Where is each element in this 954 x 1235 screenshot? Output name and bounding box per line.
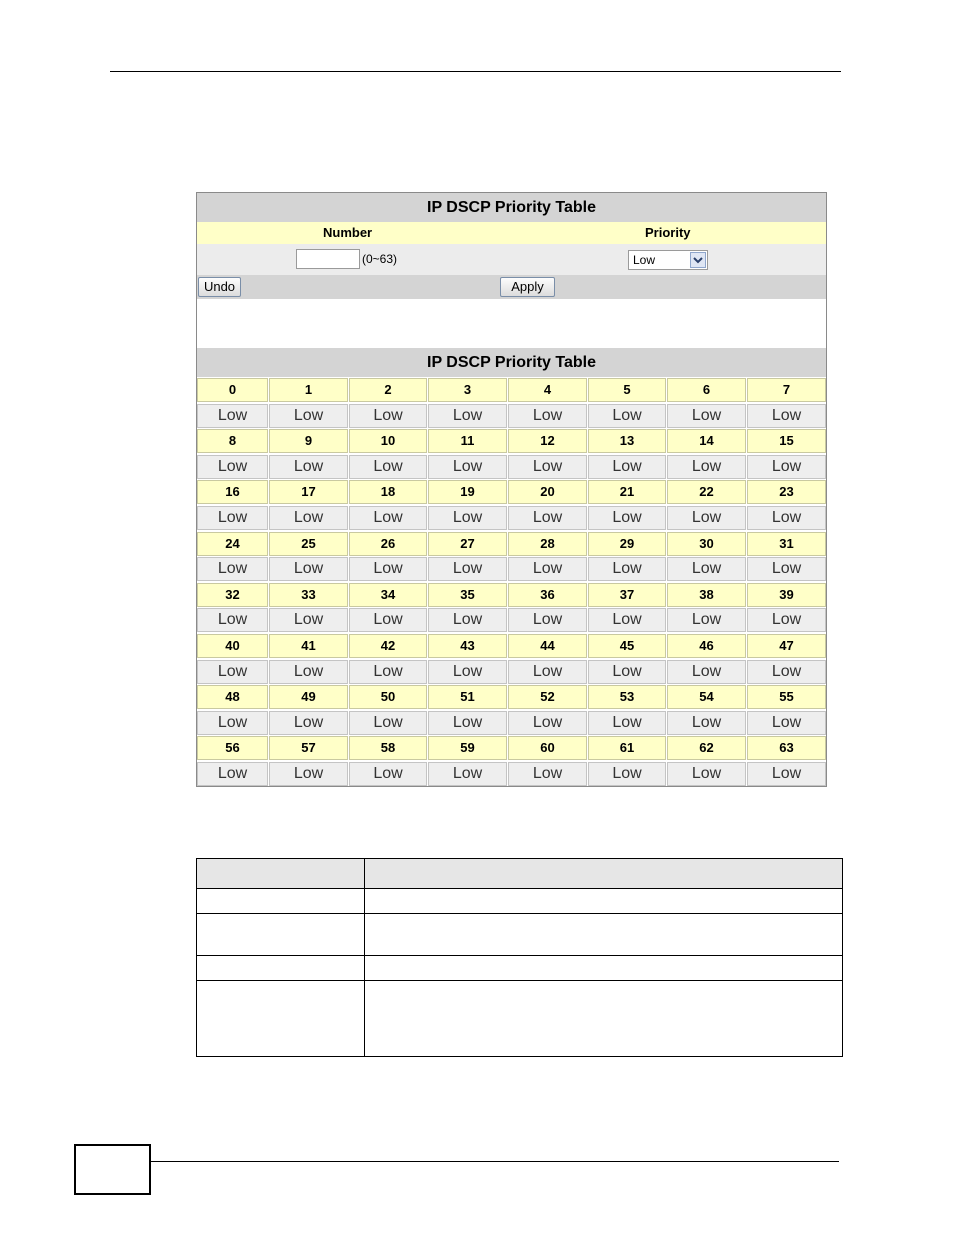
dscp-priority-cell: Low bbox=[667, 506, 746, 530]
dscp-number-cell: 45 bbox=[588, 634, 666, 658]
header-rule bbox=[110, 71, 841, 72]
dscp-priority-cell: Low bbox=[508, 762, 587, 786]
dscp-number-cell: 57 bbox=[269, 736, 348, 760]
priority-select-value: Low bbox=[633, 253, 656, 267]
dscp-number-cell: 2 bbox=[349, 378, 427, 402]
dscp-number-cell: 7 bbox=[747, 378, 826, 402]
dscp-number-cell: 43 bbox=[428, 634, 507, 658]
dscp-number-cell: 31 bbox=[747, 532, 826, 556]
dscp-priority-cell: Low bbox=[667, 404, 746, 428]
dscp-priority-cell: Low bbox=[588, 455, 666, 479]
dscp-priority-cell: Low bbox=[508, 608, 587, 632]
dscp-priority-cell: Low bbox=[667, 455, 746, 479]
dscp-priority-cell: Low bbox=[508, 455, 587, 479]
dscp-number-cell: 19 bbox=[428, 480, 507, 504]
dscp-priority-cell: Low bbox=[349, 762, 427, 786]
dscp-priority-cell: Low bbox=[269, 557, 348, 581]
dscp-number-cell: 63 bbox=[747, 736, 826, 760]
dscp-number-cell: 52 bbox=[508, 685, 587, 709]
dscp-number-cell: 48 bbox=[197, 685, 268, 709]
dscp-number-cell: 42 bbox=[349, 634, 427, 658]
dscp-priority-cell: Low bbox=[508, 711, 587, 735]
dscp-priority-cell: Low bbox=[197, 711, 268, 735]
dscp-priority-cell: Low bbox=[269, 660, 348, 684]
dscp-number-cell: 3 bbox=[428, 378, 507, 402]
dscp-priority-cell: Low bbox=[667, 660, 746, 684]
dscp-number-cell: 4 bbox=[508, 378, 587, 402]
dscp-priority-row bbox=[197, 506, 826, 532]
dscp-priority-cell: Low bbox=[747, 608, 826, 632]
dscp-priority-row bbox=[197, 660, 826, 686]
dscp-number-cell: 28 bbox=[508, 532, 587, 556]
dscp-priority-panel bbox=[196, 192, 827, 787]
dscp-number-cell: 55 bbox=[747, 685, 826, 709]
dscp-priority-cell: Low bbox=[667, 608, 746, 632]
dscp-priority-cell: Low bbox=[508, 660, 587, 684]
dscp-priority-cell: Low bbox=[428, 608, 507, 632]
dscp-number-row bbox=[197, 736, 826, 762]
form-button-row bbox=[197, 275, 826, 299]
dscp-priority-cell: Low bbox=[588, 404, 666, 428]
dscp-number-cell: 41 bbox=[269, 634, 348, 658]
dscp-priority-cell: Low bbox=[349, 404, 427, 428]
dscp-priority-cell: Low bbox=[747, 404, 826, 428]
dscp-priority-cell: Low bbox=[428, 557, 507, 581]
dscp-priority-cell: Low bbox=[349, 660, 427, 684]
dscp-number-cell: 61 bbox=[588, 736, 666, 760]
dscp-priority-cell: Low bbox=[197, 455, 268, 479]
dscp-number-row bbox=[197, 634, 826, 660]
dscp-priority-cell: Low bbox=[747, 711, 826, 735]
dscp-priority-cell: Low bbox=[197, 557, 268, 581]
dscp-priority-cell: Low bbox=[588, 557, 666, 581]
dscp-priority-cell: Low bbox=[588, 608, 666, 632]
table-row bbox=[197, 956, 843, 981]
dscp-priority-cell: Low bbox=[349, 608, 427, 632]
dscp-priority-cell: Low bbox=[667, 711, 746, 735]
dscp-number-row bbox=[197, 583, 826, 609]
dscp-priority-cell: Low bbox=[588, 711, 666, 735]
priority-header: Priority bbox=[645, 225, 691, 240]
dscp-number-cell: 23 bbox=[747, 480, 826, 504]
dscp-priority-cell: Low bbox=[269, 762, 348, 786]
dscp-number-cell: 8 bbox=[197, 429, 268, 453]
table-header-row bbox=[197, 859, 843, 889]
dscp-priority-cell: Low bbox=[508, 557, 587, 581]
dscp-number-cell: 36 bbox=[508, 583, 587, 607]
dscp-priority-cell: Low bbox=[197, 762, 268, 786]
dscp-priority-cell: Low bbox=[588, 762, 666, 786]
dscp-number-cell: 27 bbox=[428, 532, 507, 556]
dscp-priority-cell: Low bbox=[197, 608, 268, 632]
dscp-number-cell: 13 bbox=[588, 429, 666, 453]
dscp-priority-row bbox=[197, 608, 826, 634]
dscp-number-cell: 40 bbox=[197, 634, 268, 658]
chevron-down-icon[interactable] bbox=[690, 252, 706, 268]
dscp-number-cell: 17 bbox=[269, 480, 348, 504]
dscp-priority-cell: Low bbox=[349, 506, 427, 530]
dscp-priority-row bbox=[197, 711, 826, 737]
dscp-number-cell: 0 bbox=[197, 378, 268, 402]
dscp-number-cell: 59 bbox=[428, 736, 507, 760]
apply-button[interactable]: Apply bbox=[500, 277, 555, 297]
dscp-priority-cell: Low bbox=[747, 557, 826, 581]
dscp-number-cell: 32 bbox=[197, 583, 268, 607]
table-row bbox=[197, 914, 843, 956]
dscp-priority-row bbox=[197, 557, 826, 583]
dscp-number-row bbox=[197, 532, 826, 558]
table-title: IP DSCP Priority Table bbox=[197, 348, 826, 377]
form-header-row bbox=[197, 222, 826, 244]
dscp-priority-cell: Low bbox=[588, 506, 666, 530]
page-number-box bbox=[74, 1144, 151, 1195]
range-hint: (0~63) bbox=[362, 252, 398, 266]
dscp-number-cell: 46 bbox=[667, 634, 746, 658]
dscp-number-cell: 38 bbox=[667, 583, 746, 607]
dscp-number-cell: 5 bbox=[588, 378, 666, 402]
dscp-priority-cell: Low bbox=[747, 455, 826, 479]
dscp-number-cell: 9 bbox=[269, 429, 348, 453]
dscp-priority-cell: Low bbox=[508, 506, 587, 530]
priority-select[interactable] bbox=[628, 250, 708, 270]
dscp-priority-row bbox=[197, 762, 826, 788]
dscp-number-cell: 21 bbox=[588, 480, 666, 504]
dscp-number-input[interactable] bbox=[296, 249, 360, 269]
dscp-number-cell: 39 bbox=[747, 583, 826, 607]
dscp-number-cell: 44 bbox=[508, 634, 587, 658]
dscp-priority-cell: Low bbox=[349, 557, 427, 581]
dscp-priority-cell: Low bbox=[428, 711, 507, 735]
dscp-number-cell: 25 bbox=[269, 532, 348, 556]
dscp-number-cell: 10 bbox=[349, 429, 427, 453]
dscp-number-cell: 33 bbox=[269, 583, 348, 607]
dscp-priority-cell: Low bbox=[667, 762, 746, 786]
dscp-priority-cell: Low bbox=[747, 506, 826, 530]
number-header: Number bbox=[323, 225, 373, 240]
dscp-priority-cell: Low bbox=[747, 762, 826, 786]
dscp-number-row bbox=[197, 429, 826, 455]
dscp-priority-cell: Low bbox=[349, 711, 427, 735]
dscp-number-cell: 56 bbox=[197, 736, 268, 760]
dscp-priority-cell: Low bbox=[667, 557, 746, 581]
dscp-priority-cell: Low bbox=[269, 608, 348, 632]
table-row bbox=[197, 889, 843, 914]
footer-rule bbox=[151, 1161, 839, 1162]
dscp-priority-cell: Low bbox=[197, 660, 268, 684]
dscp-priority-cell: Low bbox=[747, 660, 826, 684]
dscp-priority-row bbox=[197, 404, 826, 430]
dscp-number-cell: 54 bbox=[667, 685, 746, 709]
dscp-number-cell: 26 bbox=[349, 532, 427, 556]
dscp-number-cell: 12 bbox=[508, 429, 587, 453]
field-description-table bbox=[196, 858, 843, 1057]
dscp-number-cell: 16 bbox=[197, 480, 268, 504]
dscp-number-row bbox=[197, 480, 826, 506]
table-row bbox=[197, 981, 843, 1057]
dscp-number-cell: 22 bbox=[667, 480, 746, 504]
dscp-number-cell: 34 bbox=[349, 583, 427, 607]
dscp-priority-cell: Low bbox=[428, 660, 507, 684]
dscp-number-cell: 15 bbox=[747, 429, 826, 453]
dscp-priority-cell: Low bbox=[508, 404, 587, 428]
dscp-number-cell: 51 bbox=[428, 685, 507, 709]
dscp-priority-cell: Low bbox=[428, 404, 507, 428]
dscp-priority-cell: Low bbox=[428, 506, 507, 530]
dscp-number-row bbox=[197, 685, 826, 711]
dscp-number-cell: 35 bbox=[428, 583, 507, 607]
dscp-priority-cell: Low bbox=[588, 660, 666, 684]
dscp-number-row bbox=[197, 378, 826, 404]
dscp-number-cell: 18 bbox=[349, 480, 427, 504]
dscp-number-cell: 20 bbox=[508, 480, 587, 504]
dscp-number-cell: 11 bbox=[428, 429, 507, 453]
dscp-number-cell: 1 bbox=[269, 378, 348, 402]
dscp-number-cell: 14 bbox=[667, 429, 746, 453]
dscp-priority-cell: Low bbox=[349, 455, 427, 479]
undo-button[interactable]: Undo bbox=[198, 277, 241, 297]
dscp-priority-cell: Low bbox=[269, 711, 348, 735]
dscp-priority-cell: Low bbox=[197, 404, 268, 428]
dscp-priority-cell: Low bbox=[428, 762, 507, 786]
form-title: IP DSCP Priority Table bbox=[197, 193, 826, 222]
dscp-number-cell: 24 bbox=[197, 532, 268, 556]
form-input-row bbox=[197, 244, 826, 275]
dscp-priority-cell: Low bbox=[269, 404, 348, 428]
dscp-number-cell: 6 bbox=[667, 378, 746, 402]
dscp-priority-cell: Low bbox=[269, 455, 348, 479]
dscp-priority-cell: Low bbox=[197, 506, 268, 530]
dscp-number-cell: 49 bbox=[269, 685, 348, 709]
dscp-number-cell: 30 bbox=[667, 532, 746, 556]
dscp-number-cell: 58 bbox=[349, 736, 427, 760]
dscp-number-cell: 47 bbox=[747, 634, 826, 658]
dscp-number-cell: 50 bbox=[349, 685, 427, 709]
dscp-priority-cell: Low bbox=[428, 455, 507, 479]
dscp-number-cell: 29 bbox=[588, 532, 666, 556]
dscp-priority-row bbox=[197, 455, 826, 481]
dscp-number-cell: 53 bbox=[588, 685, 666, 709]
dscp-priority-cell: Low bbox=[269, 506, 348, 530]
dscp-number-cell: 62 bbox=[667, 736, 746, 760]
dscp-number-cell: 37 bbox=[588, 583, 666, 607]
dscp-number-cell: 60 bbox=[508, 736, 587, 760]
